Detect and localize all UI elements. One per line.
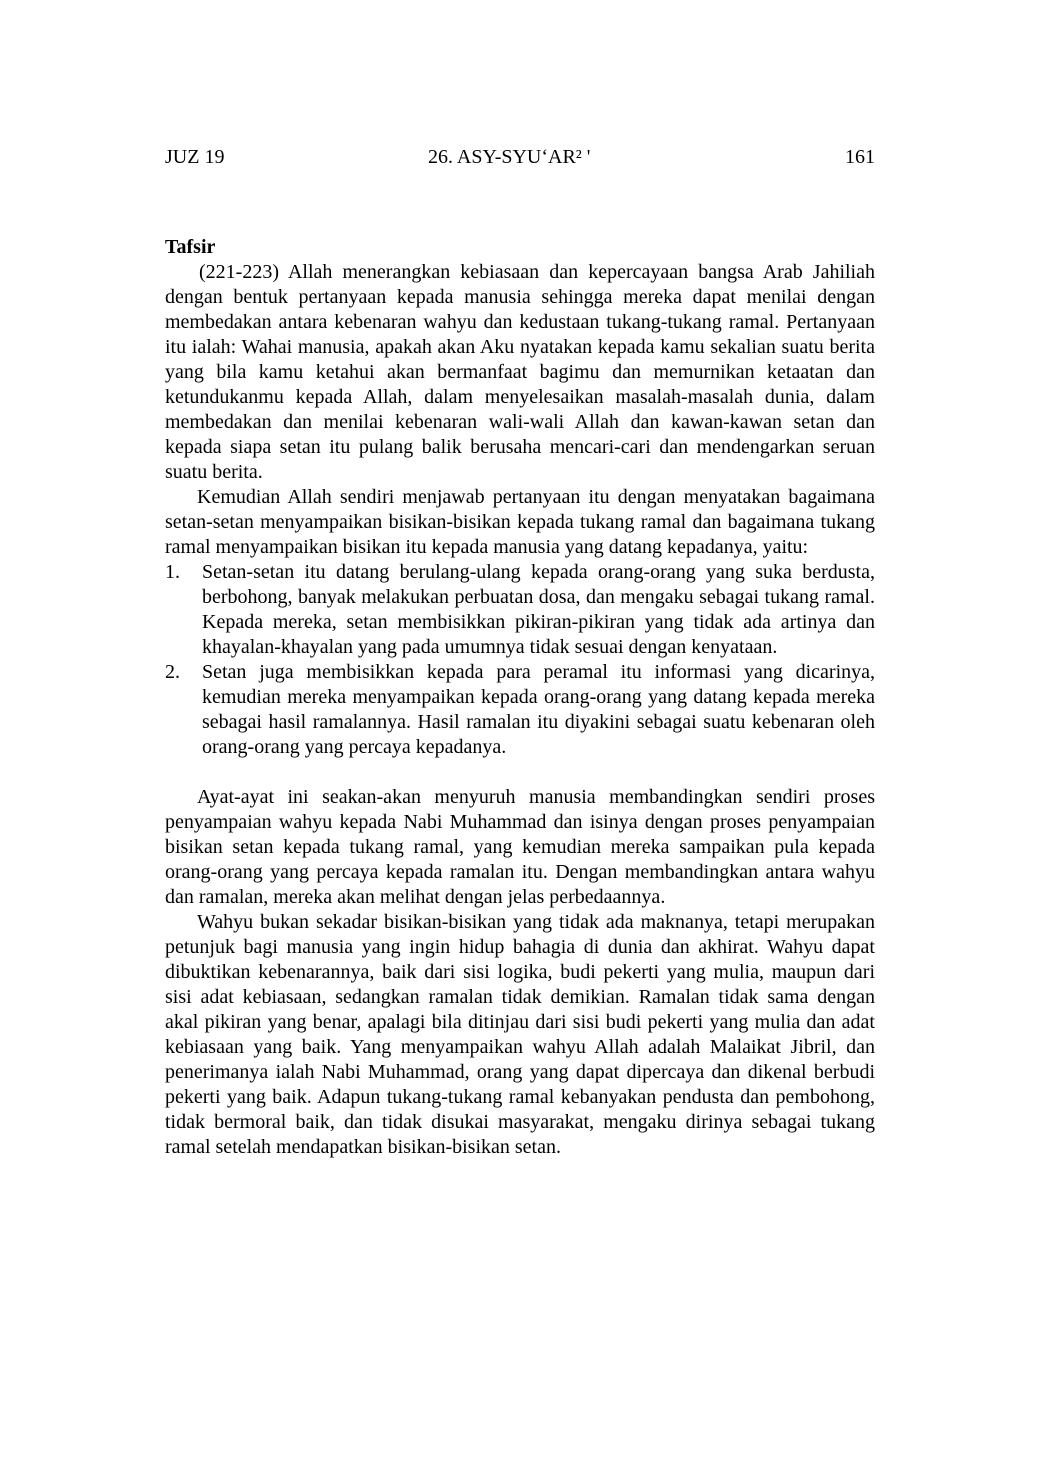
paragraph-tafsir-intro: (221-223) Allah menerangkan kebiasaan dan kepercayaan bangsa Arab Jahiliah dengan bentuk pertanyaan kepada manusia sehingga mereka dapat menilai dengan membedakan antara kebenaran wahyu dan kedustaan tukang-tukang ramal. Pertanyaan itu ialah: Wahai manusia, apakah akan Aku nyatakan kepada kamu sekalian suatu berita yang bila kamu ketahui akan bermanfaat bagimu dan memurnikan ketaatan dan ketundukanmu kepada Allah, dalam menyelesaikan masalah-masalah dunia, dalam membedakan dan menilai kebenaran wali-wali Allah dan kawan-kawan setan dan kepada siapa setan itu pulang balik berusaha mencari-cari dan mendengarkan seruan suatu berita. bbox=[165, 261, 875, 483]
juz-label: JUZ 19 bbox=[165, 146, 225, 168]
section-title: Tafsir bbox=[165, 236, 216, 258]
list-item bbox=[165, 660, 875, 760]
body-text bbox=[165, 235, 875, 1160]
paragraph-allah-answer: Kemudian Allah sendiri menjawab pertanyaan itu dengan menyatakan bagaimana setan-setan menyampaikan bisikan-bisikan kepada tukang ramal dan bagaimana tukang ramal menyampaikan bisikan itu kepada manusia yang datang kepadanya, yaitu: bbox=[165, 486, 875, 558]
list-item-number: 1. bbox=[165, 561, 180, 583]
list-item-number: 2. bbox=[165, 661, 180, 683]
surah-title: 26. ASY-SYU‘AR² ' bbox=[428, 146, 591, 168]
paragraph-comparison: Ayat-ayat ini seakan-akan menyuruh manusia membandingkan sendiri proses penyampaian wahyu kepada Nabi Muhammad dan isinya dengan proses penyampaian bisikan setan kepada tukang ramal, yang kemudian mereka sampaikan pula kepada orang-orang yang percaya kepada ramalan itu. Dengan membandingkan antara wahyu dan ramalan, mereka akan melihat dengan jelas perbedaannya. bbox=[165, 786, 875, 908]
paragraph-spacer bbox=[165, 760, 875, 785]
page-number: 161 bbox=[845, 146, 875, 168]
list-item bbox=[165, 560, 875, 660]
paragraph-wahyu: Wahyu bukan sekadar bisikan-bisikan yang tidak ada maknanya, tetapi merupakan petunjuk bagi manusia yang ingin hidup bahagia di dunia dan akhirat. Wahyu dapat dibuktikan kebenarannya, baik dari sisi logika, budi pekerti yang mulia, maupun dari sisi adat kebiasaan, sedangkan ramalan tidak demikian. Ramalan tidak sama dengan akal pikiran yang benar, apalagi bila ditinjau dari sisi budi pekerti yang mulia dan adat kebiasaan yang baik. Yang menyampaikan wahyu Allah adalah Malaikat Jibril, dan penerimanya ialah Nabi Muhammad, orang yang dapat dipercaya dan dikenal berbudi pekerti yang baik. Adapun tukang-tukang ramal kebanyakan pendusta dan pembohong, tidak bermoral baik, dan tidak disukai masyarakat, mengaku dirinya sebagai tukang ramal setelah mendapatkan bisikan-bisikan setan. bbox=[165, 911, 875, 1158]
numbered-list bbox=[165, 560, 875, 760]
list-item-text: Setan juga membisikkan kepada para peramal itu informasi yang dicarinya, kemudian mereka menyampaikan kepada orang-orang yang datang kepada mereka sebagai hasil ramalannya. Hasil ramalan itu diyakini sebagai suatu kebenaran oleh orang-orang yang percaya kepadanya. bbox=[202, 661, 875, 758]
running-header bbox=[165, 146, 875, 174]
list-item-text: Setan-setan itu datang berulang-ulang kepada orang-orang yang suka berdusta, berbohong, banyak melakukan perbuatan dosa, dan mengaku sebagai tukang ramal. Kepada mereka, setan membisikkan pikiran-pikiran yang tidak ada artinya dan khayalan-khayalan yang pada umumnya tidak sesuai dengan kenyataan. bbox=[202, 561, 875, 658]
